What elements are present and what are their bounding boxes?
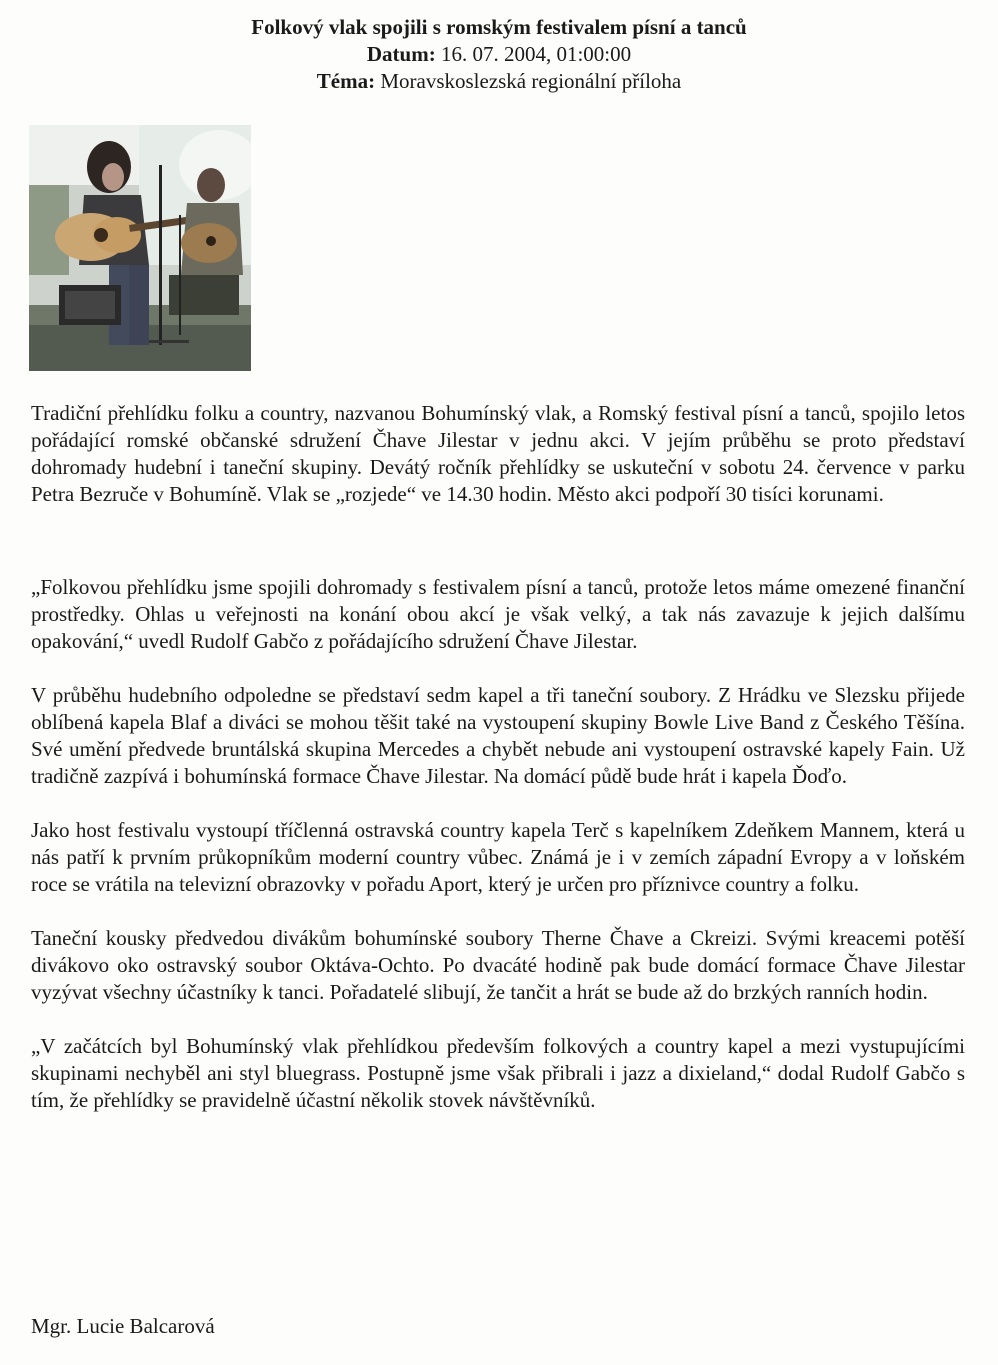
paragraph: „V začátcích byl Bohumínský vlak přehlídkou především folkových a country kapel a mezi vystupujícími skupinami nechyběl ani styl bluegrass. Postupně jsme však přibrali i jazz a dixieland,“ dodal Rudolf Gabčo s tím, že přehlídky se pravidelně účastní několik stovek návštěvníků. xyxy=(31,1034,965,1112)
date-value: 16. 07. 2004, 01:00:00 xyxy=(440,42,632,66)
topic-value: Moravskoslezská regionální příloha xyxy=(380,69,682,93)
author-signature: Mgr. Lucie Balcarová xyxy=(31,1314,215,1338)
paragraph: „Folkovou přehlídku jsme spojili dohromady s festivalem písní a tanců, protože letos máme omezené finanční prostředky. Ohlas u veřejnosti na konání obou akcí je však velký, a tak nás zavazuje k jejich dalšímu opakování,“ uvedl Rudolf Gabčo z pořádajícího sdružení Čhave Jilestar. xyxy=(31,575,965,653)
date-label: Datum: xyxy=(366,42,436,66)
paragraph: Taneční kousky předvedou divákům bohumínské soubory Therne Čhave a Ckreizi. Svými kreacemi potěší divákovo oko ostravský soubor Oktáva-Ochto. Po dvacáté hodině pak bude domácí formace Čhave Jilestar vyzývat všechny účastníky k tanci. Pořadatelé slibují, že tančit a hrát se bude až do brzkých ranních hodin. xyxy=(31,926,965,1004)
paragraph: Tradiční přehlídku folku a country, nazvanou Bohumínský vlak, a Romský festival písní a tanců, spojilo letos pořádající romské občanské sdružení Čhave Jilestar v jednu akci. V jejím průběhu se proto představí dohromady hudební i taneční skupiny. Devátý ročník přehlídky se uskuteční v sobotu 24. července v parku Petra Bezruče v Bohumíně. Vlak se „rozjede“ ve 14.30 hodin. Město akci podpoří 30 tisíci korunami. xyxy=(31,401,965,506)
date-line xyxy=(0,41,998,68)
paragraph: Jako host festivalu vystoupí tříčlenná ostravská country kapela Terč s kapelníkem Zdeňkem Mannem, která u nás patří k prvním průkopníkům moderní country vůbec. Známá je i v zemích západní Evropy a v loňském roce se vrátila na televizní obrazovky v pořadu Aport, který je určen pro příznivce country a folku. xyxy=(31,818,965,896)
topic-line xyxy=(0,68,998,95)
topic-label: Téma: xyxy=(316,69,376,93)
article-header xyxy=(0,14,998,95)
article-body xyxy=(31,400,965,1141)
article-photo xyxy=(29,125,251,371)
concert-photo-image xyxy=(29,125,251,371)
paragraph: V průběhu hudebního odpoledne se představí sedm kapel a tři taneční soubory. Z Hrádku ve Slezsku přijede oblíbená kapela Blaf a diváci se mohou těšit také na vystoupení skupiny Bowle Live Band z Českého Těšína. Své umění předvede bruntálská skupina Mercedes a chybět nebude ani vystoupení ostravské kapely Fain. Už tradičně zazpívá i bohumínská formace Čhave Jilestar. Na domácí půdě bude hrát i kapela Ďoďo. xyxy=(31,683,965,788)
article-title: Folkový vlak spojili s romským festivalem písní a tanců xyxy=(251,15,747,39)
